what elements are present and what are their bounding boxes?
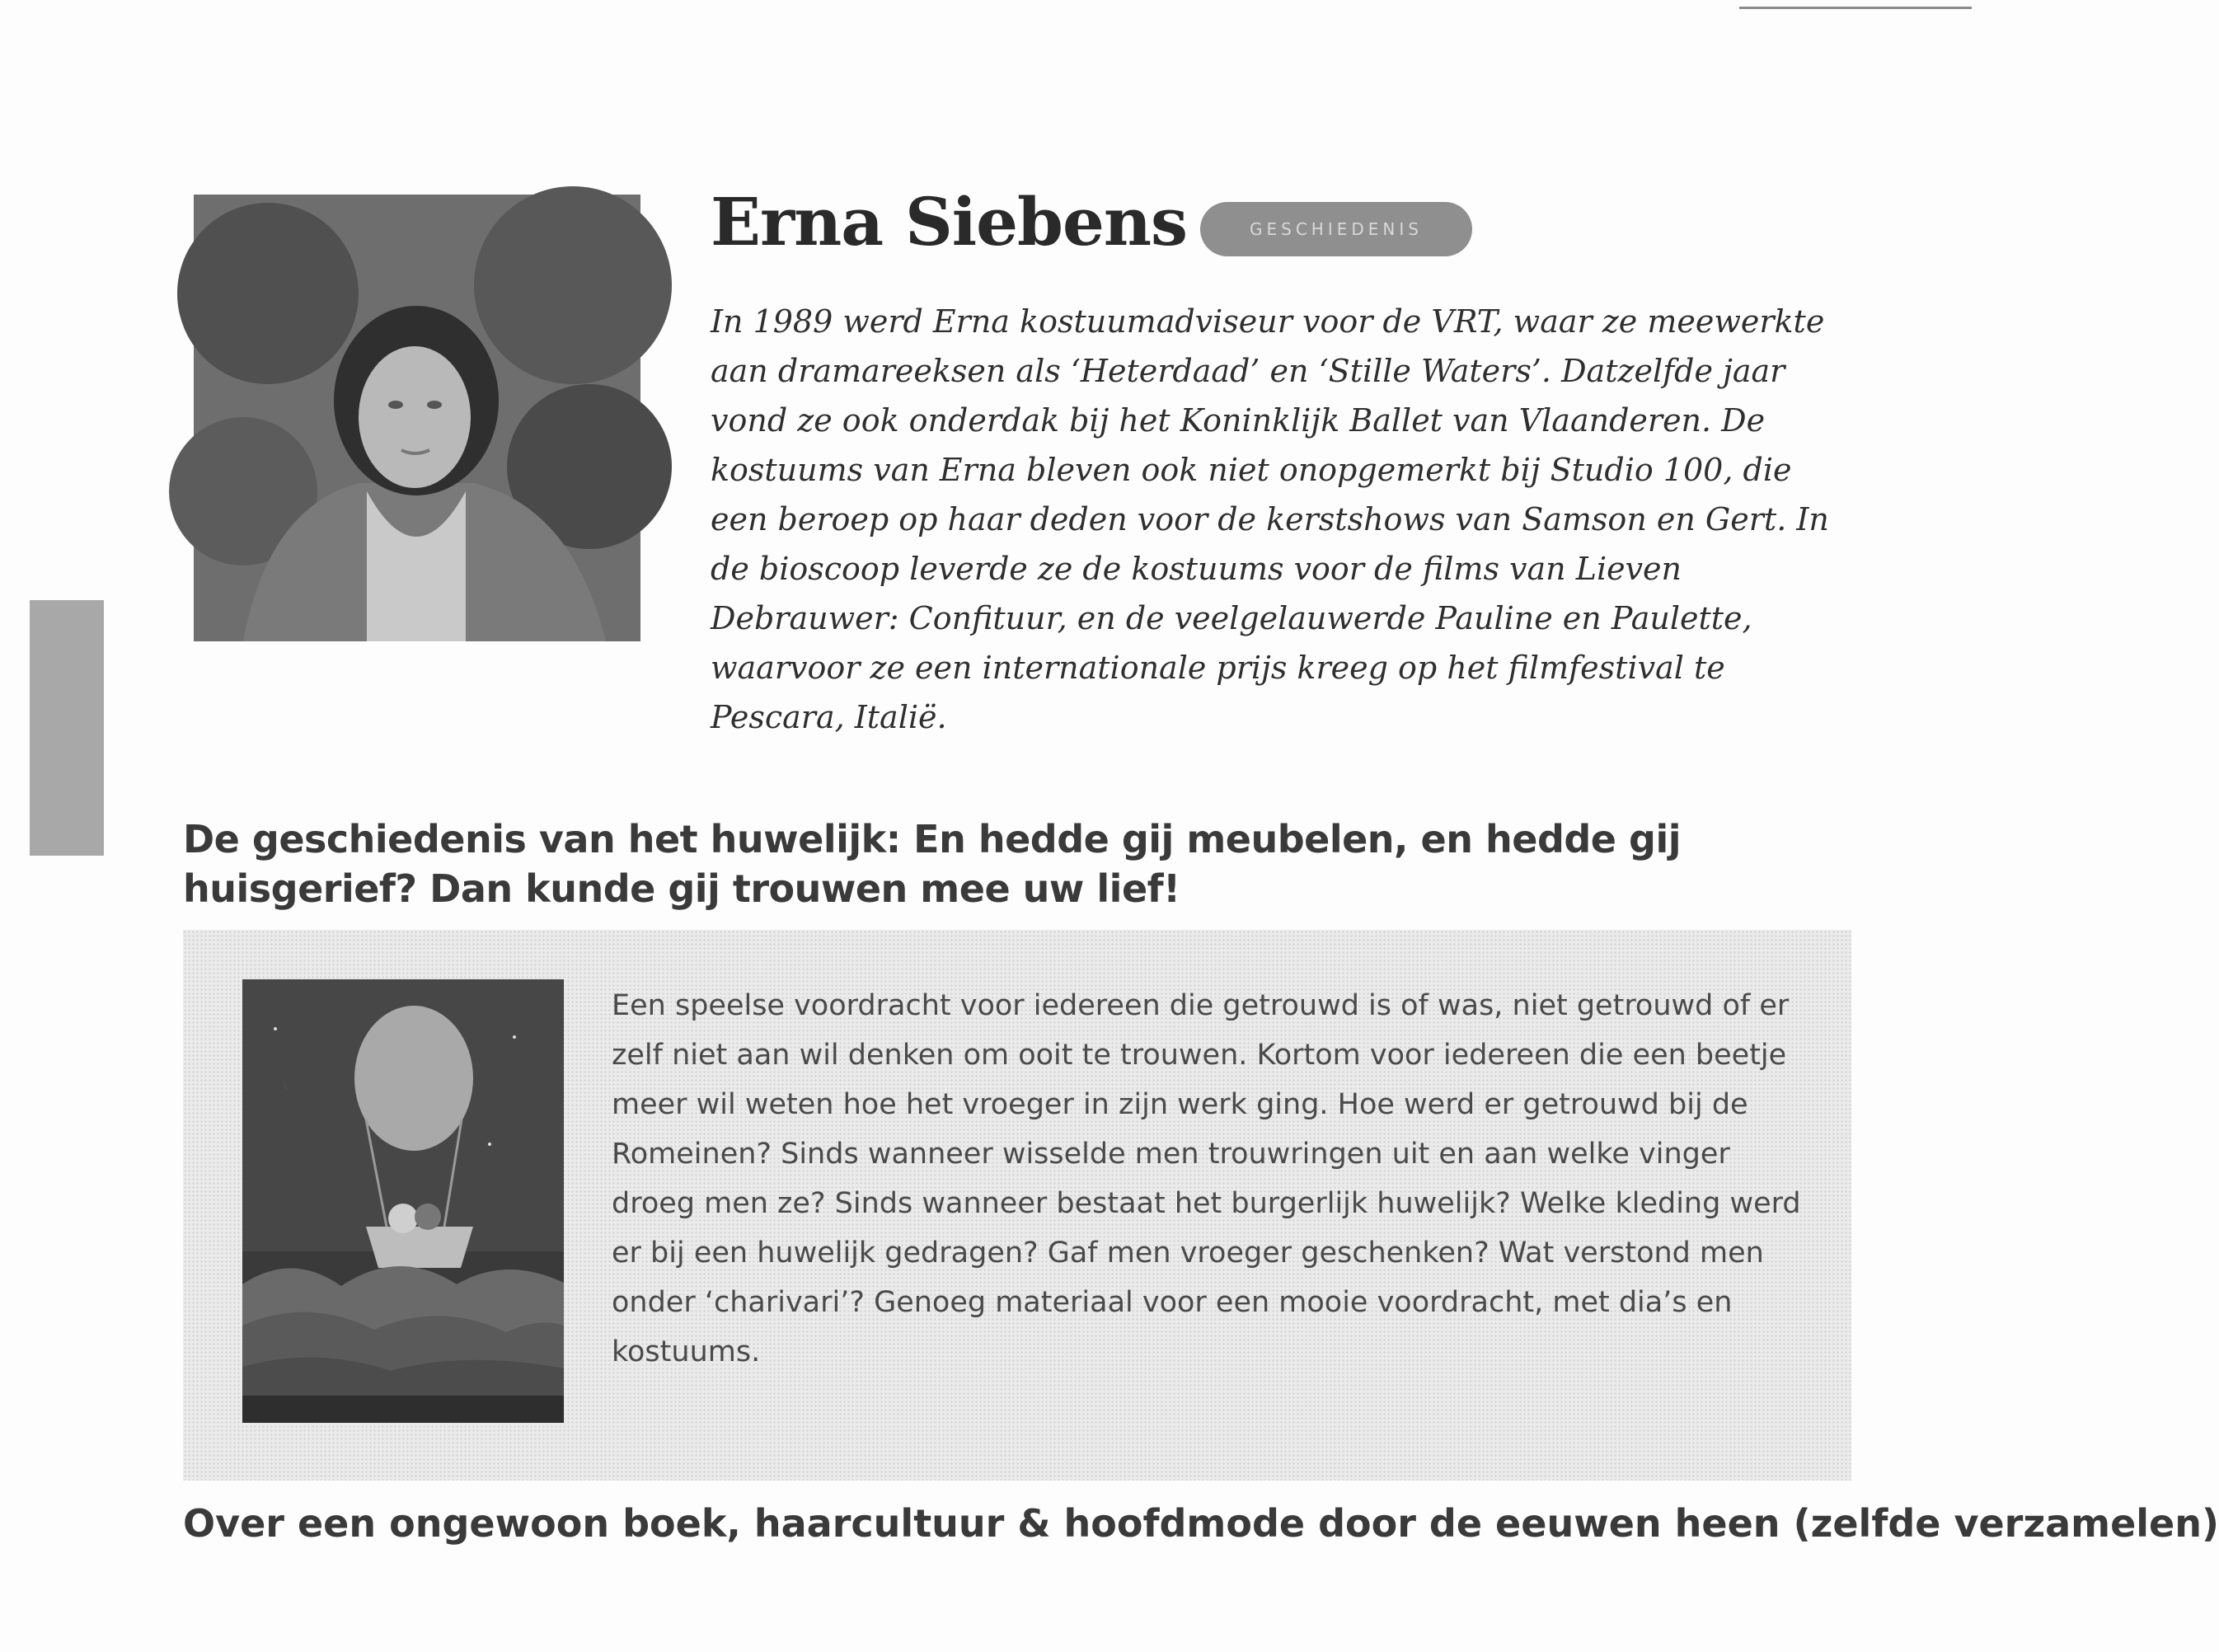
side-accent-bar — [30, 600, 104, 856]
talk-title: De geschiedenis van het huwelijk: En hedde gij meubelen, en hedde gij huisgerief? Dan kunde gij trouwen mee uw lief! — [183, 817, 1681, 911]
talk-panel — [183, 930, 1851, 1481]
portrait-photo — [194, 195, 640, 641]
person-name: Erna Siebens — [711, 183, 1188, 260]
next-section-title-cropped — [183, 1501, 2219, 1546]
top-rule — [1739, 7, 1972, 9]
talk-description: Een speelse voordracht voor iedereen die getrouwd is of was, niet getrouwd of er zelf niet aan wil denken om ooit te trouwen. Kortom voor iedereen die een beetje meer wil weten hoe het vroeger in zijn werk ging. Hoe werd er getrouwd bij de Romeinen? Sinds wanneer wisselde men trouwringen uit en aan welke vinger droeg men ze? Sinds wanneer bestaat het burgerlijk huwelijk? Welke kleding werd er bij een huwelijk gedragen? Gaf men vroeger geschenken? Wat verstond men onder ‘charivari’? Genoeg materiaal voor een mooie voordracht, met dia’s en kostuums. — [612, 989, 1801, 1368]
poster-image — [242, 979, 564, 1423]
next-section-title: Over een ongewoon boek, haarcultuur & hoofdmode door de eeuwen heen (zelfde verzamelen) — [183, 1501, 2219, 1546]
category-badge: GESCHIEDENIS — [1200, 202, 1472, 256]
bio-text: In 1989 werd Erna kostuumadviseur voor de VRT, waar ze meewerkte aan dramareeksen als ‘Heterdaad’ en ‘Stille Waters’. Datzelfde jaar vond ze ook onderdak bij het Koninklijk Ballet van Vlaanderen. De kostuums van Erna bleven ook niet onopgemerkt bij Studio 100, die een beroep op haar deden voor de kerstshows van Samson en Gert. In de bioscoop leverde ze de kostuums voor de films van Lieven Debrauwer: Confituur, en de veelgelauwerde Pauline en Paulette, waarvoor ze een internationale prijs kreeg op het filmfestival te Pescara, Italië. — [711, 303, 1829, 735]
